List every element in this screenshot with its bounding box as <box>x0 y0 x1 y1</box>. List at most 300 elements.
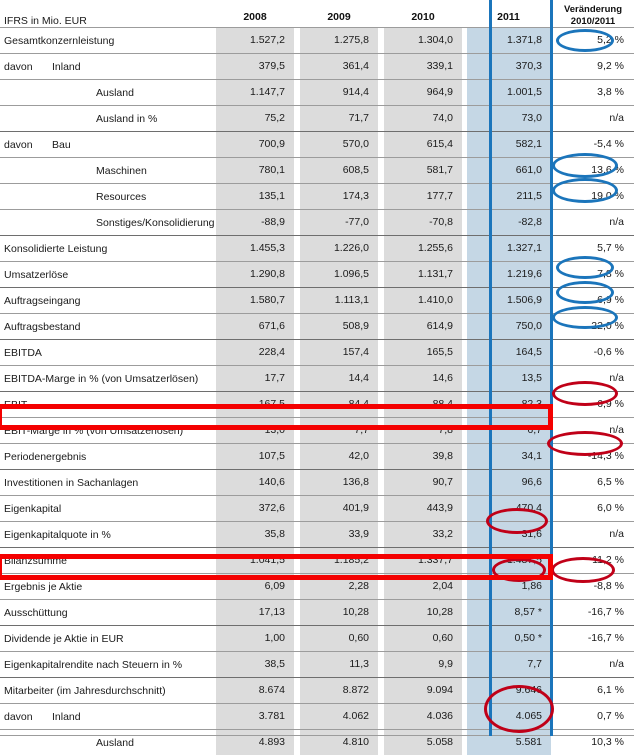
row-label-cell <box>0 132 213 158</box>
row-change-text: -16,7 % <box>552 626 634 651</box>
row-change-text: 19,0 % <box>552 184 634 209</box>
row-value-text: 8.674 <box>216 678 294 703</box>
row-label-prefix: davon <box>4 61 52 73</box>
row-value-cell-2010 <box>381 678 465 704</box>
row-value-text: 1.527,2 <box>216 28 294 53</box>
row-value-text: 7,7 <box>467 652 551 677</box>
table-body <box>0 28 634 755</box>
row-value-cell-2011 <box>465 652 552 678</box>
header-year-2010 <box>381 0 465 28</box>
row-value-cell-2011 <box>465 470 552 496</box>
row-value-text: 608,5 <box>300 158 378 183</box>
row-value-text: 140,6 <box>216 470 294 495</box>
row-value-text: 4.062 <box>300 704 378 729</box>
table-unit-label: IFRS in Mio. EUR <box>0 15 213 27</box>
row-value-text: 372,6 <box>216 496 294 521</box>
row-label-cell <box>0 262 213 288</box>
table-row <box>0 54 634 80</box>
row-change-text: -0,6 % <box>552 340 634 365</box>
row-value-text: 1.185,2 <box>300 548 378 573</box>
header-change-column <box>552 0 634 28</box>
row-value-cell-2008 <box>213 262 297 288</box>
row-value-text: 6,09 <box>216 574 294 599</box>
table-row <box>0 288 634 314</box>
row-value-cell-2009 <box>297 236 381 262</box>
row-value-cell-2010 <box>381 652 465 678</box>
row-change-cell <box>552 236 634 262</box>
row-change-cell <box>552 470 634 496</box>
table-row <box>0 392 634 418</box>
table-row <box>0 236 634 262</box>
table-row <box>0 470 634 496</box>
row-change-cell <box>552 262 634 288</box>
row-change-cell <box>552 54 634 80</box>
table-row <box>0 210 634 236</box>
table-row <box>0 730 634 755</box>
header-year-2009-label: 2009 <box>297 0 381 27</box>
header-year-2011-label: 2011 <box>465 0 552 27</box>
row-change-text: 11,2 % <box>552 548 634 573</box>
row-value-text: 1.041,5 <box>216 548 294 573</box>
row-value-text: 339,1 <box>384 54 462 79</box>
row-label-text: Ausland <box>96 737 134 749</box>
row-change-cell <box>552 158 634 184</box>
row-change-cell <box>552 184 634 210</box>
row-value-text: 228,4 <box>216 340 294 365</box>
row-change-text: 0,7 % <box>552 704 634 729</box>
row-value-cell-2010 <box>381 496 465 522</box>
row-value-cell-2009 <box>297 626 381 652</box>
row-label-text: Eigenkapitalquote in % <box>4 529 111 541</box>
row-value-cell-2010 <box>381 366 465 392</box>
row-label-text: Konsolidierte Leistung <box>4 243 107 255</box>
row-value-cell-2010 <box>381 626 465 652</box>
row-label-cell <box>0 522 213 548</box>
row-change-text: n/a <box>552 522 634 547</box>
row-value-text: 177,7 <box>384 184 462 209</box>
row-value-cell-2008 <box>213 522 297 548</box>
row-change-cell <box>552 678 634 704</box>
row-value-text: 14,4 <box>300 366 378 391</box>
row-value-cell-2010 <box>381 574 465 600</box>
row-change-cell <box>552 314 634 340</box>
row-label-text: Ergebnis je Aktie <box>4 581 82 593</box>
row-value-text: 211,5 <box>467 184 551 209</box>
row-value-cell-2010 <box>381 730 465 755</box>
row-value-cell-2011 <box>465 392 552 418</box>
row-value-cell-2011 <box>465 340 552 366</box>
row-value-text: 1.226,0 <box>300 236 378 261</box>
row-value-text: 508,9 <box>300 314 378 339</box>
row-value-text: 135,1 <box>216 184 294 209</box>
row-value-text: 1.327,1 <box>467 236 551 261</box>
row-change-cell <box>552 340 634 366</box>
row-value-text: 7,8 <box>384 418 462 443</box>
row-value-cell-2008 <box>213 470 297 496</box>
row-value-cell-2011 <box>465 262 552 288</box>
row-value-cell-2008 <box>213 340 297 366</box>
row-value-text: 1.410,0 <box>384 288 462 313</box>
header-change-line1: Veränderung <box>552 4 634 16</box>
row-value-text: 1.096,5 <box>300 262 378 287</box>
row-value-cell-2009 <box>297 470 381 496</box>
row-value-cell-2010 <box>381 314 465 340</box>
row-label-cell <box>0 652 213 678</box>
row-value-text: 42,0 <box>300 444 378 469</box>
row-change-text: 22,0 % <box>552 314 634 339</box>
row-change-text: -14,3 % <box>552 444 634 469</box>
row-value-text: 96,6 <box>467 470 551 495</box>
row-value-cell-2011 <box>465 132 552 158</box>
table-row <box>0 600 634 626</box>
row-value-text: 4.036 <box>384 704 462 729</box>
header-change-line2: 2010/2011 <box>552 16 634 28</box>
row-value-text: 1.131,7 <box>384 262 462 287</box>
row-value-text: 1.001,5 <box>467 80 551 105</box>
row-label-text: EBIT <box>4 399 27 411</box>
row-value-text: 1.337,7 <box>384 548 462 573</box>
row-value-cell-2009 <box>297 210 381 236</box>
header-row <box>0 0 634 28</box>
row-label-cell <box>0 730 213 755</box>
row-value-text: 39,8 <box>384 444 462 469</box>
row-label-cell <box>0 418 213 444</box>
table-row <box>0 496 634 522</box>
row-value-text: 84,4 <box>300 392 378 417</box>
row-change-cell <box>552 418 634 444</box>
table-row <box>0 574 634 600</box>
row-value-text: 1.506,9 <box>467 288 551 313</box>
row-value-cell-2010 <box>381 340 465 366</box>
row-value-cell-2010 <box>381 548 465 574</box>
row-value-text: 671,6 <box>216 314 294 339</box>
row-value-cell-2011 <box>465 496 552 522</box>
row-label-text: Dividende je Aktie in EUR <box>4 633 124 645</box>
row-label-cell <box>0 106 213 132</box>
row-change-text: 7,8 % <box>552 262 634 287</box>
row-label-text: Auftragsbestand <box>4 321 80 333</box>
row-label-text: Ausland in % <box>96 113 157 125</box>
row-value-cell-2008 <box>213 132 297 158</box>
row-value-cell-2011 <box>465 548 552 574</box>
row-value-cell-2008 <box>213 704 297 730</box>
row-value-cell-2010 <box>381 418 465 444</box>
row-value-text: 370,3 <box>467 54 551 79</box>
row-value-cell-2008 <box>213 184 297 210</box>
row-label-text: Bau <box>52 139 71 151</box>
row-label-cell <box>0 80 213 106</box>
row-value-text: 1.455,3 <box>216 236 294 261</box>
row-label-text: Umsatzerlöse <box>4 269 68 281</box>
row-value-cell-2011 <box>465 366 552 392</box>
row-value-text: 136,8 <box>300 470 378 495</box>
row-value-cell-2008 <box>213 80 297 106</box>
row-value-text: 1.304,0 <box>384 28 462 53</box>
row-value-cell-2010 <box>381 28 465 54</box>
row-value-text: 14,6 <box>384 366 462 391</box>
row-value-cell-2010 <box>381 600 465 626</box>
row-change-text: n/a <box>552 418 634 443</box>
row-value-cell-2008 <box>213 366 297 392</box>
row-value-cell-2009 <box>297 366 381 392</box>
row-value-cell-2011 <box>465 288 552 314</box>
row-value-cell-2009 <box>297 496 381 522</box>
row-label-cell <box>0 184 213 210</box>
row-value-text: 3.781 <box>216 704 294 729</box>
row-value-cell-2008 <box>213 626 297 652</box>
row-label-cell <box>0 496 213 522</box>
row-change-text: 6,0 % <box>552 496 634 521</box>
row-value-cell-2010 <box>381 470 465 496</box>
row-value-text: 174,3 <box>300 184 378 209</box>
row-change-text: n/a <box>552 652 634 677</box>
row-change-text: 6,9 % <box>552 288 634 313</box>
row-value-cell-2008 <box>213 236 297 262</box>
row-value-text: 615,4 <box>384 132 462 157</box>
row-value-cell-2009 <box>297 652 381 678</box>
row-value-text: 33,9 <box>300 522 378 547</box>
row-value-text: 90,7 <box>384 470 462 495</box>
row-label-cell <box>0 678 213 704</box>
row-value-cell-2010 <box>381 262 465 288</box>
row-value-cell-2009 <box>297 704 381 730</box>
row-value-text: 165,5 <box>384 340 462 365</box>
row-value-cell-2010 <box>381 80 465 106</box>
row-value-cell-2009 <box>297 392 381 418</box>
row-value-text: 31,6 <box>467 522 551 547</box>
row-value-text: 82,3 <box>467 392 551 417</box>
row-value-text: 0,60 <box>300 626 378 651</box>
row-value-text: 401,9 <box>300 496 378 521</box>
row-value-cell-2009 <box>297 340 381 366</box>
row-value-text: 13,5 <box>467 366 551 391</box>
row-value-text: 964,9 <box>384 80 462 105</box>
row-value-text: 581,7 <box>384 158 462 183</box>
row-value-cell-2009 <box>297 522 381 548</box>
row-value-text: 74,0 <box>384 106 462 131</box>
row-value-text: 700,9 <box>216 132 294 157</box>
row-value-cell-2011 <box>465 522 552 548</box>
row-value-text: 780,1 <box>216 158 294 183</box>
table-row <box>0 652 634 678</box>
row-change-cell <box>552 496 634 522</box>
row-change-cell <box>552 210 634 236</box>
row-value-text: 1.255,6 <box>384 236 462 261</box>
row-value-cell-2009 <box>297 548 381 574</box>
row-value-cell-2008 <box>213 288 297 314</box>
row-value-cell-2010 <box>381 210 465 236</box>
table-row <box>0 548 634 574</box>
row-value-cell-2011 <box>465 574 552 600</box>
row-value-text: 582,1 <box>467 132 551 157</box>
row-value-cell-2011 <box>465 184 552 210</box>
row-change-cell <box>552 106 634 132</box>
row-label-prefix: davon <box>4 711 52 723</box>
row-change-text: n/a <box>552 106 634 131</box>
table-row <box>0 444 634 470</box>
row-value-text: -88,9 <box>216 210 294 235</box>
row-label-text: Ausland <box>96 87 134 99</box>
row-value-cell-2008 <box>213 574 297 600</box>
row-change-text: 9,2 % <box>552 54 634 79</box>
row-value-text: 2,04 <box>384 574 462 599</box>
row-value-cell-2010 <box>381 236 465 262</box>
row-value-text: 7,7 <box>300 418 378 443</box>
row-change-cell <box>552 522 634 548</box>
row-value-text: 1,86 <box>467 574 551 599</box>
row-change-cell <box>552 626 634 652</box>
row-change-text: -6,9 % <box>552 392 634 417</box>
row-value-text: 0,50 * <box>467 626 551 651</box>
table-row <box>0 340 634 366</box>
header-year-2009 <box>297 0 381 28</box>
row-value-text: 17,13 <box>216 600 294 625</box>
row-value-text: 914,4 <box>300 80 378 105</box>
row-value-cell-2011 <box>465 80 552 106</box>
row-value-text: 38,5 <box>216 652 294 677</box>
row-value-cell-2010 <box>381 392 465 418</box>
table-row <box>0 184 634 210</box>
header-year-2010-label: 2010 <box>381 0 465 27</box>
row-label-cell <box>0 340 213 366</box>
row-value-cell-2008 <box>213 392 297 418</box>
row-label-cell <box>0 548 213 574</box>
row-value-cell-2009 <box>297 132 381 158</box>
row-label-cell <box>0 470 213 496</box>
row-value-text: 8.872 <box>300 678 378 703</box>
table-row <box>0 366 634 392</box>
row-label-text: Resources <box>96 191 146 203</box>
row-value-text: 17,7 <box>216 366 294 391</box>
row-label-text: Inland <box>52 61 81 73</box>
row-value-text: 88,4 <box>384 392 462 417</box>
row-value-cell-2009 <box>297 418 381 444</box>
table-row <box>0 262 634 288</box>
row-value-cell-2009 <box>297 574 381 600</box>
row-value-cell-2008 <box>213 418 297 444</box>
row-label-cell <box>0 210 213 236</box>
row-value-text: 9.646 <box>467 678 551 703</box>
row-label-text: Auftragseingang <box>4 295 80 307</box>
row-value-cell-2010 <box>381 184 465 210</box>
row-change-text: n/a <box>552 366 634 391</box>
table-row <box>0 314 634 340</box>
row-change-cell <box>552 366 634 392</box>
row-label-text: EBITDA <box>4 347 42 359</box>
row-label-cell <box>0 444 213 470</box>
row-value-cell-2009 <box>297 158 381 184</box>
table-row <box>0 626 634 652</box>
row-value-cell-2010 <box>381 288 465 314</box>
table-row <box>0 132 634 158</box>
row-value-text: 379,5 <box>216 54 294 79</box>
row-label-cell <box>0 574 213 600</box>
row-label-text: Sonstiges/Konsolidierung <box>96 217 215 229</box>
row-value-cell-2009 <box>297 106 381 132</box>
row-value-cell-2009 <box>297 262 381 288</box>
row-label-text: Inland <box>52 711 81 723</box>
row-label-text: EBITDA-Marge in % (von Umsatzerlösen) <box>4 373 198 385</box>
row-value-text: 35,8 <box>216 522 294 547</box>
row-value-cell-2008 <box>213 678 297 704</box>
row-change-cell <box>552 600 634 626</box>
row-label-cell <box>0 158 213 184</box>
row-change-text: 5,2 % <box>552 28 634 53</box>
row-value-text: 570,0 <box>300 132 378 157</box>
row-value-cell-2008 <box>213 158 297 184</box>
row-value-text: -82,8 <box>467 210 551 235</box>
row-value-cell-2008 <box>213 730 297 755</box>
row-label-cell <box>0 54 213 80</box>
header-label-cell <box>0 0 213 28</box>
row-label-text: Maschinen <box>96 165 147 177</box>
table-header <box>0 0 634 28</box>
row-value-text: 470,4 <box>467 496 551 521</box>
row-value-cell-2011 <box>465 678 552 704</box>
header-year-2008 <box>213 0 297 28</box>
row-value-text: 1.147,7 <box>216 80 294 105</box>
row-label-text: Periodenergebnis <box>4 451 86 463</box>
row-label-cell <box>0 236 213 262</box>
row-value-cell-2009 <box>297 54 381 80</box>
row-value-cell-2011 <box>465 418 552 444</box>
row-change-cell <box>552 28 634 54</box>
row-value-text: 9.094 <box>384 678 462 703</box>
row-label-cell <box>0 314 213 340</box>
table-row <box>0 158 634 184</box>
row-change-text: 3,8 % <box>552 80 634 105</box>
row-value-cell-2010 <box>381 106 465 132</box>
row-change-text: 10,3 % <box>552 730 634 755</box>
row-value-cell-2010 <box>381 132 465 158</box>
row-value-text: 1.219,6 <box>467 262 551 287</box>
row-label-text: Bilanzsumme <box>4 555 67 567</box>
row-value-text: 1.113,1 <box>300 288 378 313</box>
row-value-text: 4.065 <box>467 704 551 729</box>
row-label-text: Ausschüttung <box>4 607 68 619</box>
row-value-cell-2009 <box>297 184 381 210</box>
row-value-cell-2009 <box>297 314 381 340</box>
row-value-text: 4.810 <box>300 730 378 755</box>
row-value-cell-2009 <box>297 678 381 704</box>
row-value-cell-2008 <box>213 652 297 678</box>
row-value-text: 71,7 <box>300 106 378 131</box>
row-change-text: n/a <box>552 210 634 235</box>
row-label-text: Eigenkapital <box>4 503 61 515</box>
row-value-text: 10,28 <box>300 600 378 625</box>
row-change-cell <box>552 652 634 678</box>
row-label-cell <box>0 28 213 54</box>
row-value-text: 5.058 <box>384 730 462 755</box>
row-value-text: 157,4 <box>300 340 378 365</box>
row-value-cell-2010 <box>381 444 465 470</box>
row-value-text: -77,0 <box>300 210 378 235</box>
row-value-cell-2008 <box>213 444 297 470</box>
table-row <box>0 80 634 106</box>
row-change-cell <box>552 132 634 158</box>
row-value-cell-2009 <box>297 600 381 626</box>
row-label-cell <box>0 626 213 652</box>
row-value-cell-2011 <box>465 600 552 626</box>
row-value-cell-2009 <box>297 288 381 314</box>
table-row <box>0 678 634 704</box>
row-value-cell-2011 <box>465 28 552 54</box>
row-change-cell <box>552 288 634 314</box>
row-value-cell-2009 <box>297 444 381 470</box>
row-value-text: 75,2 <box>216 106 294 131</box>
row-value-text: 9,9 <box>384 652 462 677</box>
row-value-cell-2011 <box>465 444 552 470</box>
